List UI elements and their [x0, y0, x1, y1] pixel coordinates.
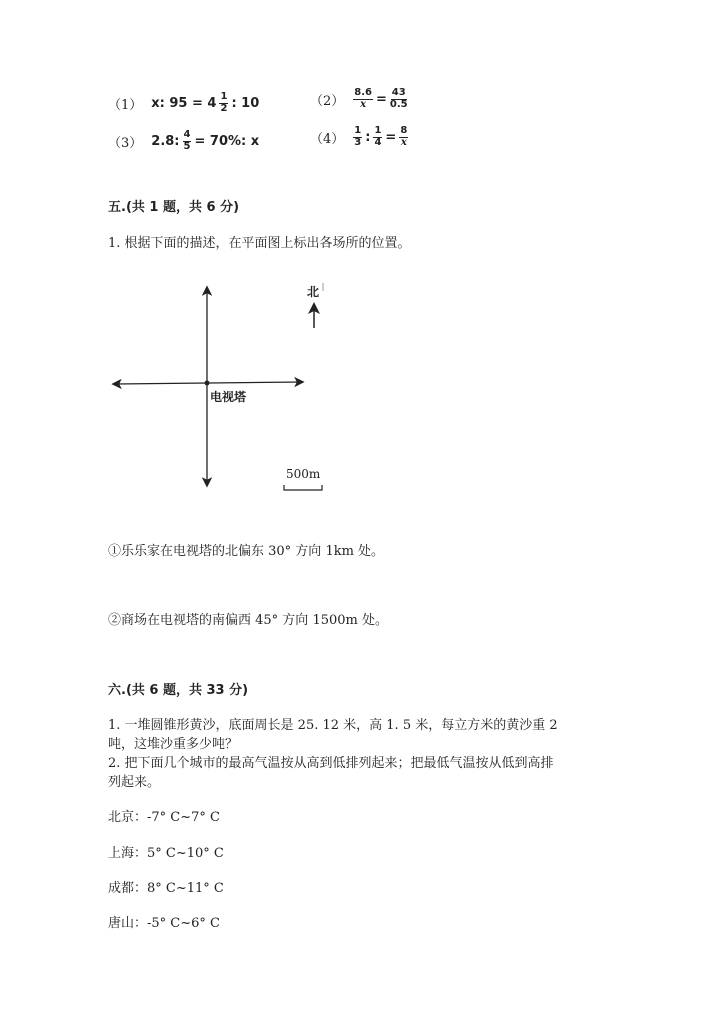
eq-label: （1） [108, 97, 143, 113]
eq-rhs: : 10 [231, 95, 260, 111]
section5-question1: 1. 根据下面的描述，在平面图上标出各场所的位置。 [108, 236, 411, 251]
eq-label: （3） [108, 135, 143, 151]
east-west-axis [114, 383, 208, 384]
scale-bar [284, 485, 322, 490]
eq-lhs: x: 95 = 4 [151, 95, 217, 111]
section6-q2-line2: 列起来。 [108, 775, 161, 790]
fraction: $\frac{1}{4}$ [374, 125, 382, 148]
equals: = [385, 129, 397, 145]
section5-item1: ①乐乐家在电视塔的北偏东 30° 方向 1km 处。 [108, 544, 385, 559]
city-temperature: 成都：8° C~11° C [108, 881, 224, 896]
section6-q1-line1: 1. 一堆圆锥形黄沙，底面周长是 25. 12 米，高 1. 5 米，每立方米的黄沙重 2 [108, 718, 558, 733]
eq-label: （4） [310, 131, 345, 147]
section6-q2-line1: 2. 把下面几个城市的最高气温按从高到低排列起来；把最低气温按从低到高排 [108, 756, 554, 771]
fraction: $\frac{43}{0.5}$ [389, 87, 408, 110]
east-west-axis [208, 382, 302, 383]
scale-label: 500m [286, 467, 321, 481]
eq-rhs: = 70%: x [194, 133, 260, 149]
section6-q1-line2: 吨，这堆沙重多少吨？ [108, 737, 239, 752]
colon: : [365, 129, 371, 145]
equals: = [376, 91, 387, 107]
city-temperature: 北京：-7° C~7° C [108, 810, 220, 825]
city-temperature: 上海：5° C~10° C [108, 846, 224, 861]
fraction: $\frac{1}{2}$ [220, 91, 228, 114]
fraction: $\frac{8}{x}$ [400, 125, 408, 148]
section5-heading: 五.(共 1 题，共 6 分) [108, 200, 240, 215]
section5-item2: ②商场在电视塔的南偏西 45° 方向 1500m 处。 [108, 613, 388, 628]
city-temperature: 唐山：-5° C~6° C [108, 916, 220, 931]
tv-tower-label: 电视塔 [210, 390, 247, 404]
north-label: 北 [307, 285, 320, 299]
fraction: $\frac{8.6}{x}$ [354, 87, 372, 110]
fraction: $\frac{4}{5}$ [183, 129, 191, 152]
fraction: $\frac{1}{3}$ [354, 125, 362, 148]
tv-tower-point [205, 381, 210, 386]
eq-lhs: 2.8: [151, 133, 180, 149]
section6-heading: 六.(共 6 题，共 33 分) [108, 683, 249, 698]
eq-label: （2） [310, 93, 345, 109]
